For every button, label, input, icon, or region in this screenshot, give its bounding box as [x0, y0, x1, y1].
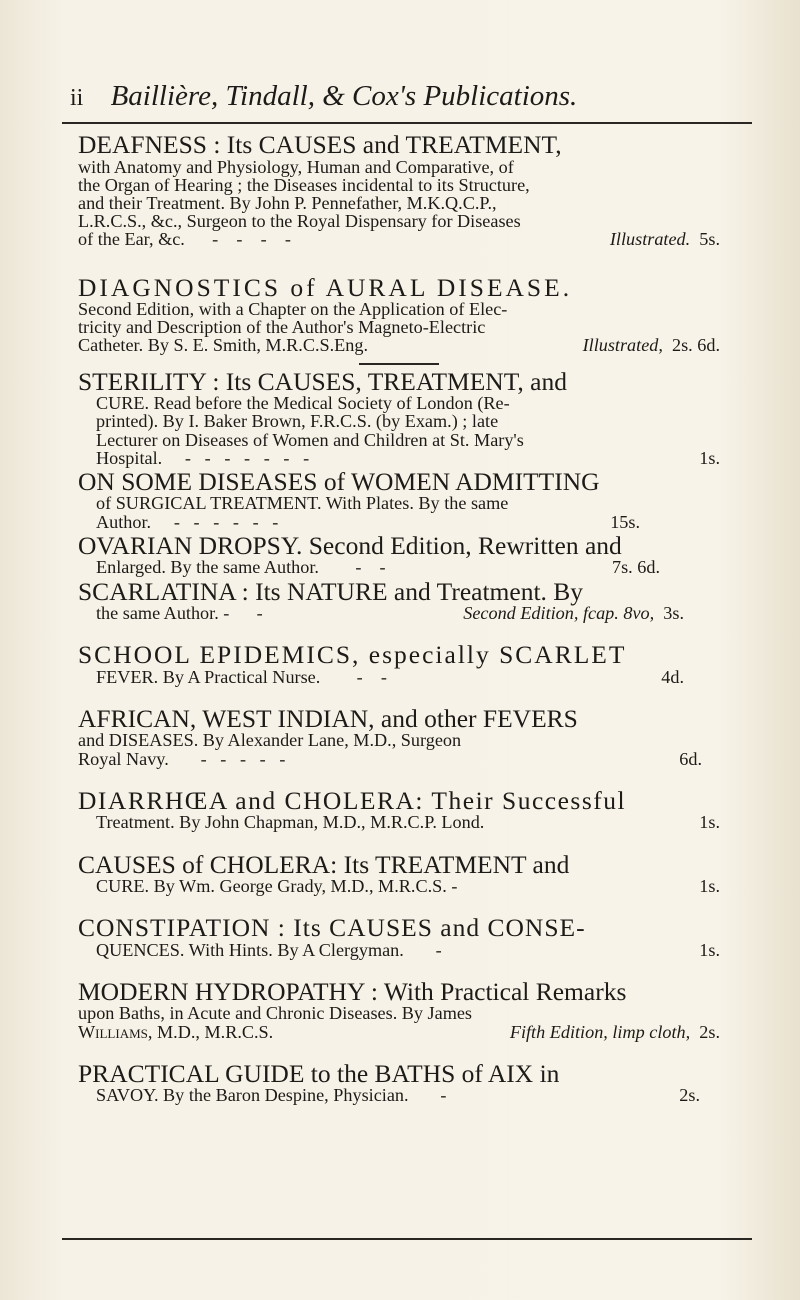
list-item: [78, 915, 720, 959]
entry-last-text: QUENCES. With Hints. By A Clergyman.: [96, 939, 404, 960]
entry-last-text: of the Ear, &c.: [78, 229, 185, 250]
entry-last-text: FEVER. By A Practical Nurse.: [96, 666, 321, 687]
entry-price: 2s.: [699, 1021, 720, 1042]
list-item: [78, 272, 720, 369]
entry-last-text: Williams, M.D., M.R.C.S.: [78, 1021, 274, 1042]
entry-desc: the Organ of Hearing ; the Diseases incidental to its Structure,: [78, 174, 530, 195]
entry-price: 1s.: [699, 447, 720, 468]
entry-price: 5s.: [699, 229, 720, 250]
entry-desc: Second Edition, with a Chapter on the Application of Elec-: [78, 299, 508, 320]
entry-last-line: Enlarged. By the same Author. - - 7s. 6d.: [96, 557, 660, 578]
entry-desc: with Anatomy and Physiology, Human and Comparative, of: [78, 156, 514, 177]
entry-price: 2s. 6d.: [672, 335, 720, 356]
entry-last-line: [78, 813, 720, 831]
entry-title: PRACTICAL GUIDE to the BATHS of AIX in: [78, 1058, 560, 1088]
entry-title: OVARIAN DROPSY. Second Edition, Rewritten and: [78, 530, 622, 560]
entry-title: DIAGNOSTICS of AURAL DISEASE.: [78, 272, 573, 302]
entry-title: DEAFNESS : Its CAUSES and TREATMENT,: [78, 130, 562, 159]
list-item: [78, 466, 720, 532]
entry-last-line: SAVOY. By the Baron Despine, Physician. - 2s.: [96, 1085, 700, 1106]
header-rule: [62, 122, 752, 124]
entry-desc: and DISEASES. By Alexander Lane, M.D., Surgeon: [78, 730, 462, 751]
entry-title: STERILITY : Its CAUSES, TREATMENT, and: [78, 366, 567, 396]
entry-last-line: [78, 1023, 720, 1041]
list-item: [78, 976, 720, 1042]
entry-last-line: of the Ear, &c. - - - - Illustrated. 5s.: [78, 229, 720, 250]
footer-rule: [62, 1238, 752, 1240]
entry-price: 6d.: [679, 748, 702, 769]
entry-last-line: [78, 877, 720, 895]
entry-price: 1s.: [699, 812, 720, 833]
entry-title: SCARLATINA : Its NATURE and Treatment. By: [78, 576, 584, 606]
entry-last-text: Hospital.: [96, 447, 163, 468]
entry-price-group: [610, 230, 720, 248]
running-title: Baillière, Tindall, & Cox's Publications.: [110, 80, 578, 112]
entry-note: Illustrated,: [582, 335, 663, 356]
entry-price: 7s. 6d.: [612, 557, 660, 578]
entry-last-text: Treatment. By John Chapman, M.D., M.R.C.P. Lond.: [96, 812, 485, 833]
list-item: [78, 642, 720, 686]
page-header: [70, 80, 750, 113]
catalogue-list: [78, 132, 720, 1105]
entry-last-text: the same Author. -: [96, 603, 230, 624]
entry-desc: printed). By I. Baker Brown, F.R.C.S. (by Exam.) ; late: [96, 411, 499, 432]
entry-price-group: [463, 604, 684, 622]
entry-title: ON SOME DISEASES of WOMEN ADMITTING: [78, 466, 600, 496]
entry-desc: CURE. Read before the Medical Society of London (Re-: [96, 393, 510, 414]
entry-last-line: Hospital. - - - - - - - 1s.: [96, 447, 720, 468]
entry-last-line: QUENCES. With Hints. By A Clergyman. - 1s.: [96, 939, 720, 960]
entry-price-group: [510, 1023, 720, 1041]
list-item: [78, 849, 720, 897]
list-item: [78, 576, 720, 624]
list-item: [78, 366, 720, 468]
entry-last-line: Royal Navy. - - - - - 6d.: [78, 748, 702, 769]
entry-desc: of SURGICAL TREATMENT. With Plates. By the same: [96, 493, 509, 514]
entry-note: Second Edition, fcap. 8vo,: [463, 603, 655, 624]
entry-last-text: Catheter. By S. E. Smith, M.R.C.S.Eng.: [78, 335, 369, 356]
entry-title: CAUSES of CHOLERA: Its TREATMENT and: [78, 849, 570, 879]
entry-price: 3s.: [663, 603, 684, 624]
entry-last-text: Enlarged. By the same Author.: [96, 557, 319, 578]
entry-note: Fifth Edition, limp cloth,: [509, 1021, 691, 1042]
entry-last-text: Royal Navy.: [78, 748, 169, 769]
entry-price: 4d.: [661, 666, 684, 687]
entry-desc: and their Treatment. By John P. Pennefather, M.K.Q.C.P.,: [78, 192, 497, 213]
entry-title: DIARRHŒA and CHOLERA: Their Successful: [78, 785, 627, 815]
entry-last-line: Author. - - - - - - 15s.: [96, 511, 640, 532]
entry-price: 15s.: [610, 511, 640, 532]
entry-title: CONSTIPATION : Its CAUSES and CONSE-: [78, 913, 586, 943]
list-item: [78, 1058, 720, 1106]
page-folio: ii: [70, 85, 84, 111]
entry-last-text: SAVOY. By the Baron Despine, Physician.: [96, 1085, 409, 1106]
entry-price: 2s.: [679, 1085, 700, 1106]
entry-price-group: [583, 336, 720, 354]
entry-title: MODERN HYDROPATHY : With Practical Remarks: [78, 976, 627, 1006]
entry-price: 1s.: [699, 939, 720, 960]
entry-title: SCHOOL EPIDEMICS, especially SCARLET: [78, 640, 627, 670]
list-item: [78, 530, 720, 578]
list-item: [78, 703, 720, 769]
list-item: [78, 785, 720, 833]
entry-last-text: Author.: [96, 511, 152, 532]
entry-last-line: the same Author. - - Second Edition, fcap. 8vo, 3s.: [96, 603, 684, 624]
entry-desc: Lecturer on Diseases of Women and Children at St. Mary's: [96, 429, 524, 450]
entry-desc: L.R.C.S., &c., Surgeon to the Royal Dispensary for Diseases: [78, 211, 521, 232]
entry-title: AFRICAN, WEST INDIAN, and other FEVERS: [78, 703, 578, 733]
entry-note: Illustrated.: [609, 229, 691, 250]
entry-desc: tricity and Description of the Author's Magneto-Electric: [78, 317, 486, 338]
entry-desc: upon Baths, in Acute and Chronic Diseases. By James: [78, 1003, 473, 1024]
entry-last-line: FEVER. By A Practical Nurse. - - 4d.: [96, 666, 684, 687]
list-item: [78, 132, 720, 249]
entry-price: 1s.: [699, 876, 720, 897]
entry-last-line: [78, 336, 720, 354]
entry-last-text: CURE. By Wm. George Grady, M.D., M.R.C.S. -: [96, 876, 458, 897]
